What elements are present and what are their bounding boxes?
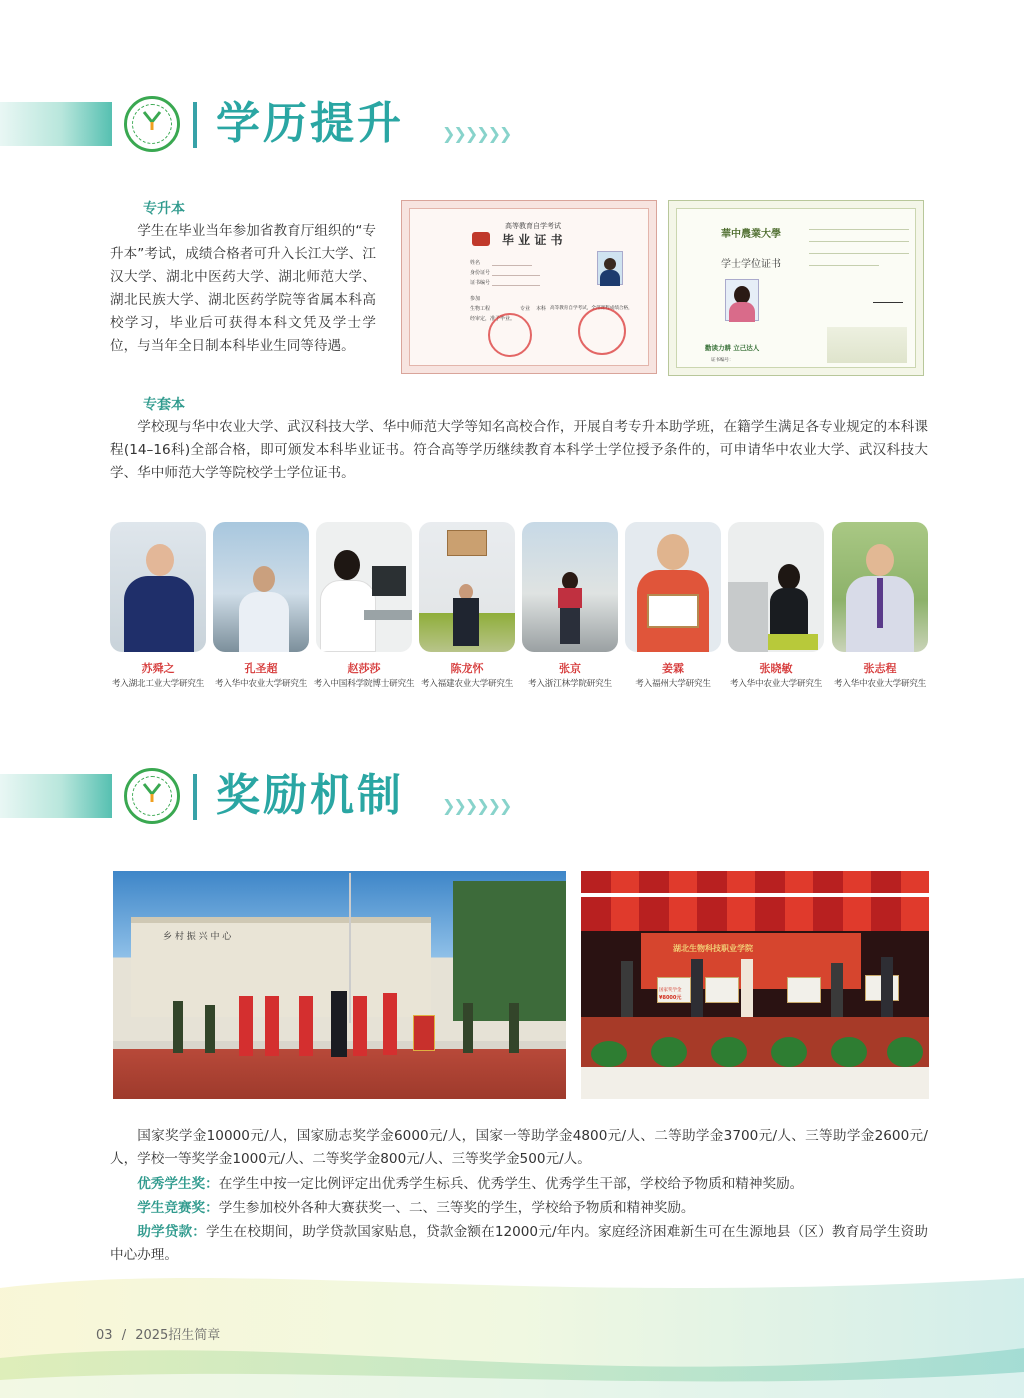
- emblem-icon: [472, 232, 490, 246]
- student-achievement: 考入华中农业大学研究生: [729, 679, 823, 689]
- student-photo: [213, 522, 309, 652]
- student-photo: [110, 522, 206, 652]
- award-label: 学生竞赛奖：: [137, 1200, 219, 1216]
- award-text: 学生参加校外各种大赛获奖一、二、三等奖的学生，学校给予物质和精神奖励。: [218, 1200, 695, 1216]
- student-name: 赵莎莎: [347, 662, 381, 675]
- paragraph-zhuantaoben: 学校现与华中农业大学、武汉科技大学、华中师范大学等知名高校合作，开展自考专升本助学班，在籍学生满足各专业规定的本科课程(14–16科)全部合格，即可颁发本科毕业证书。符合高等学历继续教育本科学士学位授予条件的，可申请华中农业大学、武汉科技大学、华中师范大学等院校学士学位证书。: [110, 419, 928, 481]
- paragraph-zhuanshengben: 学生在毕业当年参加省教育厅组织的“专升本”考试，成绩合格者可升入长江大学、江汉大学、湖北中医药大学、湖北师范大学、湖北民族大学、湖北医药学院等省属本科高校学习，毕业后可获得本科文凭及学士学位，与当年全日制本科毕业生同等待遇。: [110, 223, 376, 354]
- student-achievement: 考入福建农业大学研究生: [420, 679, 514, 689]
- chevrons-icon: ❯❯❯❯❯❯: [442, 124, 511, 143]
- student-photo: [728, 522, 824, 652]
- header-accent-bar: [0, 774, 112, 818]
- award-text: 在学生中按一定比例评定出优秀学生标兵、优秀学生、优秀学生干部，学校给予物质和精神奖励。: [218, 1176, 804, 1192]
- page-number: 03: [96, 1328, 113, 1343]
- subheading-zhuantaoben: 专套本: [143, 397, 185, 413]
- award-text: 学生在校期间，助学贷款国家贴息，贷款金额在12000元/年内。家庭经济困难新生可在生源地县（区）教育局学生资助中心办理。: [110, 1224, 928, 1263]
- student-photo: [625, 522, 721, 652]
- award-label: 助学贷款：: [137, 1224, 206, 1240]
- header-accent-bar: [0, 102, 112, 146]
- excellent-student-award: [110, 1173, 928, 1196]
- award-ceremony-campus-photo: 乡 村 振 兴 中 心: [113, 871, 566, 1099]
- header-divider: [193, 102, 197, 148]
- section-title: 学历提升: [216, 98, 404, 149]
- student-achievement: 考入湖北工业大学研究生: [111, 679, 205, 689]
- bachelor-degree-certificate-image: 華中農業大學 学士学位证书 勤读力耕 立己达人 证书编号：: [668, 200, 924, 376]
- school-logo-icon: [124, 96, 180, 152]
- page-footer: [96, 1324, 220, 1343]
- graduation-certificate-image: 高等教育自学考试 毕 业 证 书 姓名 身份证号 证书编号 参加 生物工程 专业 本科 高等教育自学考试，全部课程成绩合格， 经审定，准予毕业。: [401, 200, 657, 374]
- certificate-photo: [725, 279, 759, 321]
- student-photo: [522, 522, 618, 652]
- competition-award: [110, 1197, 928, 1220]
- student-achievement: 考入福州大学研究生: [635, 679, 711, 689]
- section-title: 奖励机制: [216, 770, 404, 821]
- student-achievement: 考入华中农业大学研究生: [214, 679, 308, 689]
- student-name: 张晓敏: [759, 662, 793, 675]
- award-label: 优秀学生奖：: [137, 1176, 219, 1192]
- student-achievement: 考入中国科学院博士研究生: [313, 679, 415, 689]
- student-name: 张京: [559, 662, 581, 675]
- section-header-education: [0, 96, 520, 166]
- student-photo: [832, 522, 928, 652]
- subheading-zhuanshengben: 专升本: [143, 201, 185, 217]
- certificate-photo: [597, 251, 623, 285]
- section-header-rewards: [0, 768, 520, 838]
- student-achievement: 考入浙江林学院研究生: [528, 679, 612, 689]
- student-photo: [316, 522, 412, 652]
- student-achievement: 考入华中农业大学研究生: [833, 679, 927, 689]
- student-name: 张志程: [863, 662, 897, 675]
- students-gallery: [110, 522, 930, 692]
- certificate-seal: [488, 313, 532, 357]
- school-logo-icon: [124, 768, 180, 824]
- scholarship-award-stage-photo: 湖北生物科技职业学院 国家奖学金 ¥8000元: [581, 871, 929, 1099]
- header-divider: [193, 774, 197, 820]
- student-name: 苏舜之: [141, 662, 175, 675]
- student-name: 孔圣超: [244, 662, 278, 675]
- scholarship-amounts-paragraph: 国家奖学金10000元/人，国家励志奖学金6000元/人，国家一等助学金4800元/人、二等助学金3700元/人、三等助学金2600元/人，学校一等奖学金1000元/人、二等奖学金800元/人、三等奖学金500元/人。: [110, 1128, 928, 1167]
- student-photo: [419, 522, 515, 652]
- decorative-wave: [0, 1248, 1024, 1398]
- certificate-seal: [578, 307, 626, 355]
- signature-mark: [873, 293, 903, 303]
- footer-separator: /: [121, 1328, 127, 1343]
- student-name: 陈龙怀: [450, 662, 484, 675]
- chevrons-icon: ❯❯❯❯❯❯: [442, 796, 511, 815]
- student-name: 姜霖: [662, 662, 684, 675]
- campus-building-image: [827, 327, 907, 363]
- brochure-label: 2025招生简章: [135, 1328, 221, 1343]
